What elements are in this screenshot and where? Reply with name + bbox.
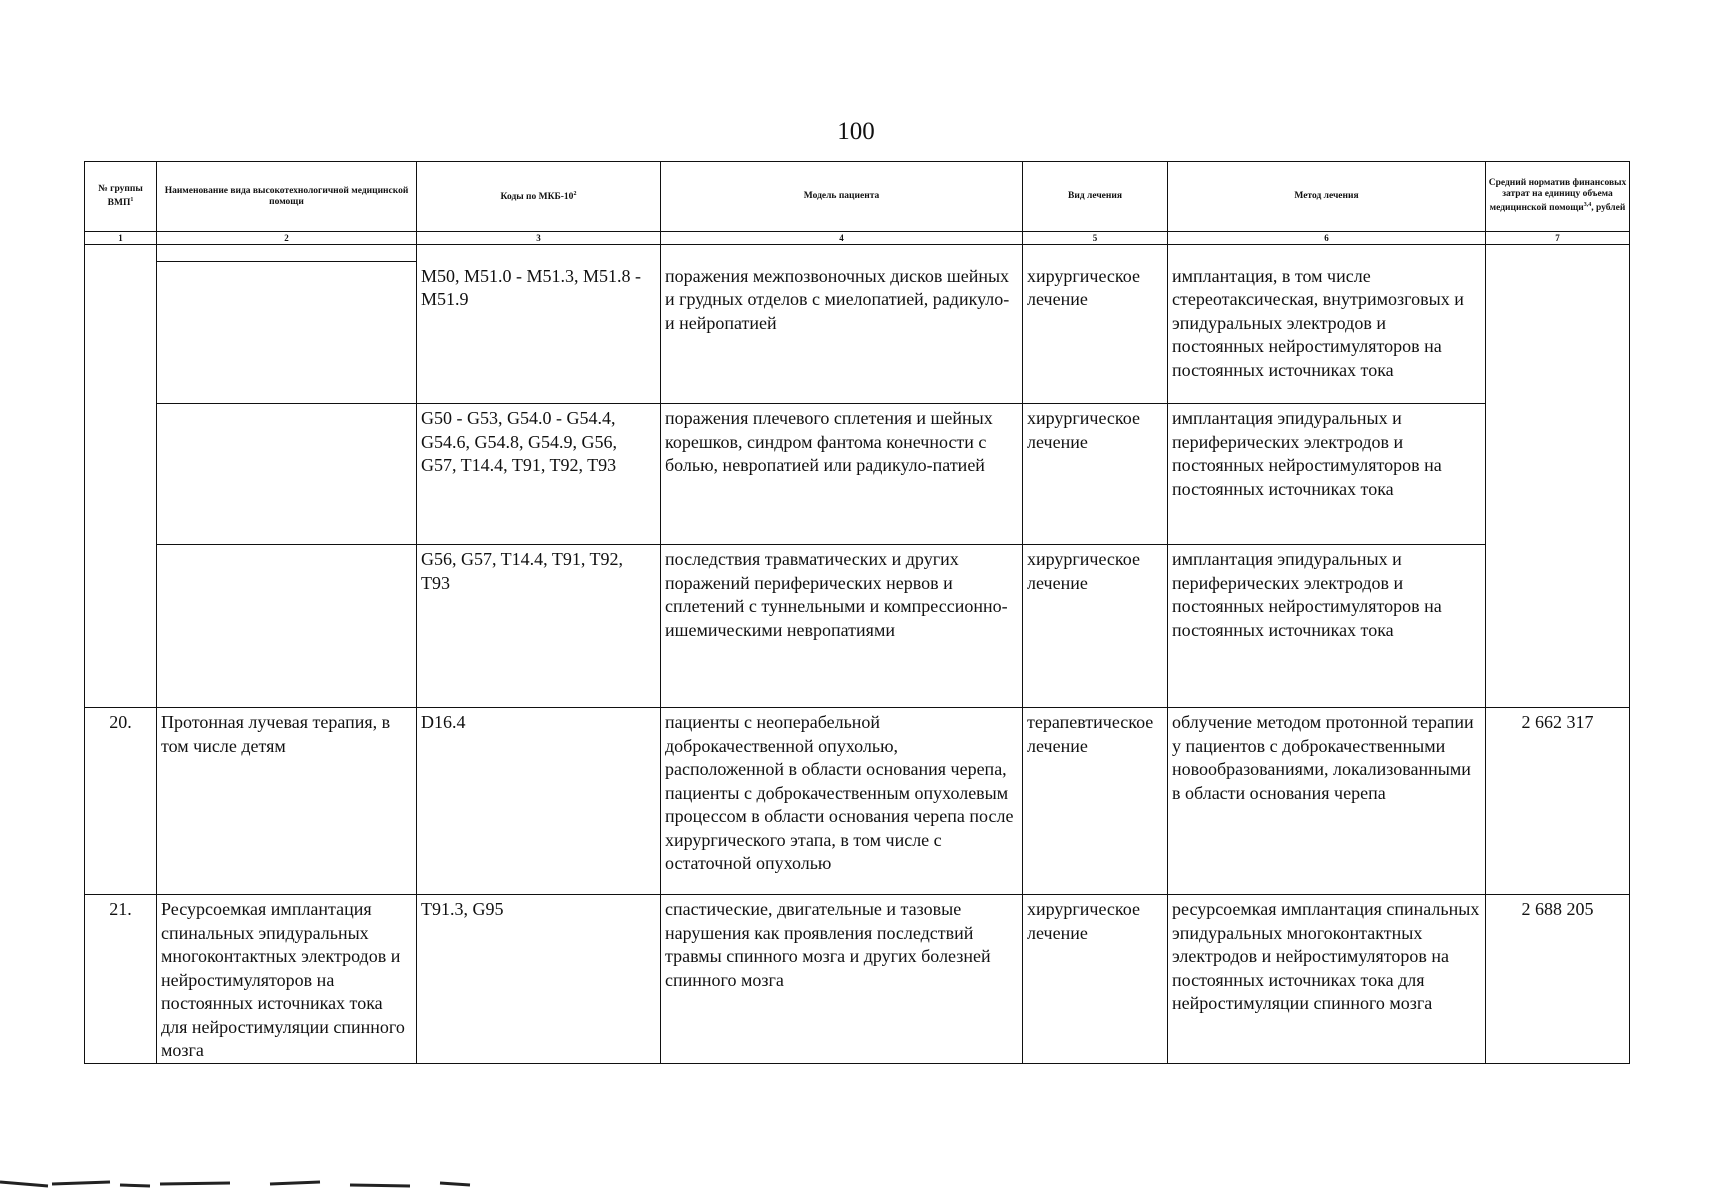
page-number: 100 bbox=[837, 118, 875, 145]
column-number: 7 bbox=[1486, 232, 1630, 245]
spacer-row bbox=[85, 245, 1630, 262]
name-cell: Протонная лучевая терапия, в том числе детям bbox=[157, 708, 417, 895]
column-number: 3 bbox=[417, 232, 661, 245]
model-cell: последствия травматических и других поражений периферических нервов и сплетений с туннельными и компрессионно-ишемическими невропатиями bbox=[661, 545, 1023, 708]
method-cell: имплантация эпидуральных и периферических электродов и постоянных нейростимуляторов на постоянных источниках тока bbox=[1168, 404, 1486, 545]
table-row bbox=[85, 404, 1630, 545]
table-row bbox=[85, 708, 1630, 895]
treatment-type-cell: хирургическое лечение bbox=[1023, 895, 1168, 1064]
header-group: № группы ВМП$^1$ bbox=[85, 162, 157, 232]
column-number: 5 bbox=[1023, 232, 1168, 245]
header-model: Модель пациента bbox=[661, 162, 1023, 232]
name-cell bbox=[157, 404, 417, 545]
header-codes: Коды по МКБ-$10^2$ bbox=[417, 162, 661, 232]
model-cell: поражения межпозвоночных дисков шейных и грудных отделов с миелопатией, радикуло- и нейропатией bbox=[661, 262, 1023, 404]
column-numbers-row bbox=[85, 232, 1630, 245]
treatment-type-cell: терапевтическое лечение bbox=[1023, 708, 1168, 895]
name-cell: Ресурсоемкая имплантация спинальных эпидуральных многоконтактных электродов и нейростимуляторов на постоянных источниках тока для нейростимуляции спинного мозга bbox=[157, 895, 417, 1064]
model-cell: поражения плечевого сплетения и шейных корешков, синдром фантома конечности с болью, невропатией или радикуло-патией bbox=[661, 404, 1023, 545]
cost-cell: 2 688 205 bbox=[1486, 895, 1630, 1064]
table-row bbox=[85, 895, 1630, 1064]
codes-cell: M50, M51.0 - M51.3, M51.8 - M51.9 bbox=[417, 262, 661, 404]
method-cell: облучение методом протонной терапии у пациентов с доброкачественными новообразованиями, локализованными в области основания черепа bbox=[1168, 708, 1486, 895]
group-cell: 21. bbox=[85, 895, 157, 1064]
cost-cell: 2 662 317 bbox=[1486, 708, 1630, 895]
codes-cell: G56, G57, T14.4, T91, T92, T93 bbox=[417, 545, 661, 708]
method-cell: имплантация эпидуральных и периферических электродов и постоянных нейростимуляторов на постоянных источниках тока bbox=[1168, 545, 1486, 708]
group-cell-continued bbox=[85, 245, 157, 708]
model-cell: пациенты с неоперабельной доброкачественной опухолью, расположенной в области основания черепа, пациенты с доброкачественным опухолевым процессом в области основания черепа после хирургического этапа, в том числе с остаточной опухолью bbox=[661, 708, 1023, 895]
model-cell: спастические, двигательные и тазовые нарушения как проявления последствий травмы спинного мозга и других болезней спинного мозга bbox=[661, 895, 1023, 1064]
codes-cell: D16.4 bbox=[417, 708, 661, 895]
column-number: 4 bbox=[661, 232, 1023, 245]
column-number: 6 bbox=[1168, 232, 1486, 245]
method-cell: имплантация, в том числе стереотаксическая, внутримозговых и эпидуральных электродов и постоянных нейростимуляторов на постоянных источниках тока bbox=[1168, 262, 1486, 404]
codes-cell: G50 - G53, G54.0 - G54.4, G54.6, G54.8, G54.9, G56, G57, T14.4, T91, T92, T93 bbox=[417, 404, 661, 545]
vmp-table bbox=[84, 161, 1630, 1064]
treatment-type-cell: хирургическое лечение bbox=[1023, 404, 1168, 545]
table-row bbox=[85, 545, 1630, 708]
header-name: Наименование вида высокотехнологичной медицинской помощи bbox=[157, 162, 417, 232]
table-row bbox=[85, 262, 1630, 404]
column-number: 2 bbox=[157, 232, 417, 245]
name-cell bbox=[157, 262, 417, 404]
treatment-type-cell: хирургическое лечение bbox=[1023, 262, 1168, 404]
header-row bbox=[85, 162, 1630, 232]
treatment-type-cell: хирургическое лечение bbox=[1023, 545, 1168, 708]
codes-cell: T91.3, G95 bbox=[417, 895, 661, 1064]
header-treatment-type: Вид лечения bbox=[1023, 162, 1168, 232]
name-cell bbox=[157, 545, 417, 708]
group-cell: 20. bbox=[85, 708, 157, 895]
method-cell: ресурсоемкая имплантация спинальных эпидуральных многоконтактных электродов и нейростимуляторов на постоянных источниках тока для нейростимуляции спинного мозга bbox=[1168, 895, 1486, 1064]
header-cost: Средний норматив финансовых затрат на единицу объема медицинской помощи$^{3,4}$, рублей bbox=[1486, 162, 1630, 232]
cost-cell-continued bbox=[1486, 245, 1630, 708]
scan-artifact-marks bbox=[0, 1176, 480, 1200]
header-method: Метод лечения bbox=[1168, 162, 1486, 232]
column-number: 1 bbox=[85, 232, 157, 245]
